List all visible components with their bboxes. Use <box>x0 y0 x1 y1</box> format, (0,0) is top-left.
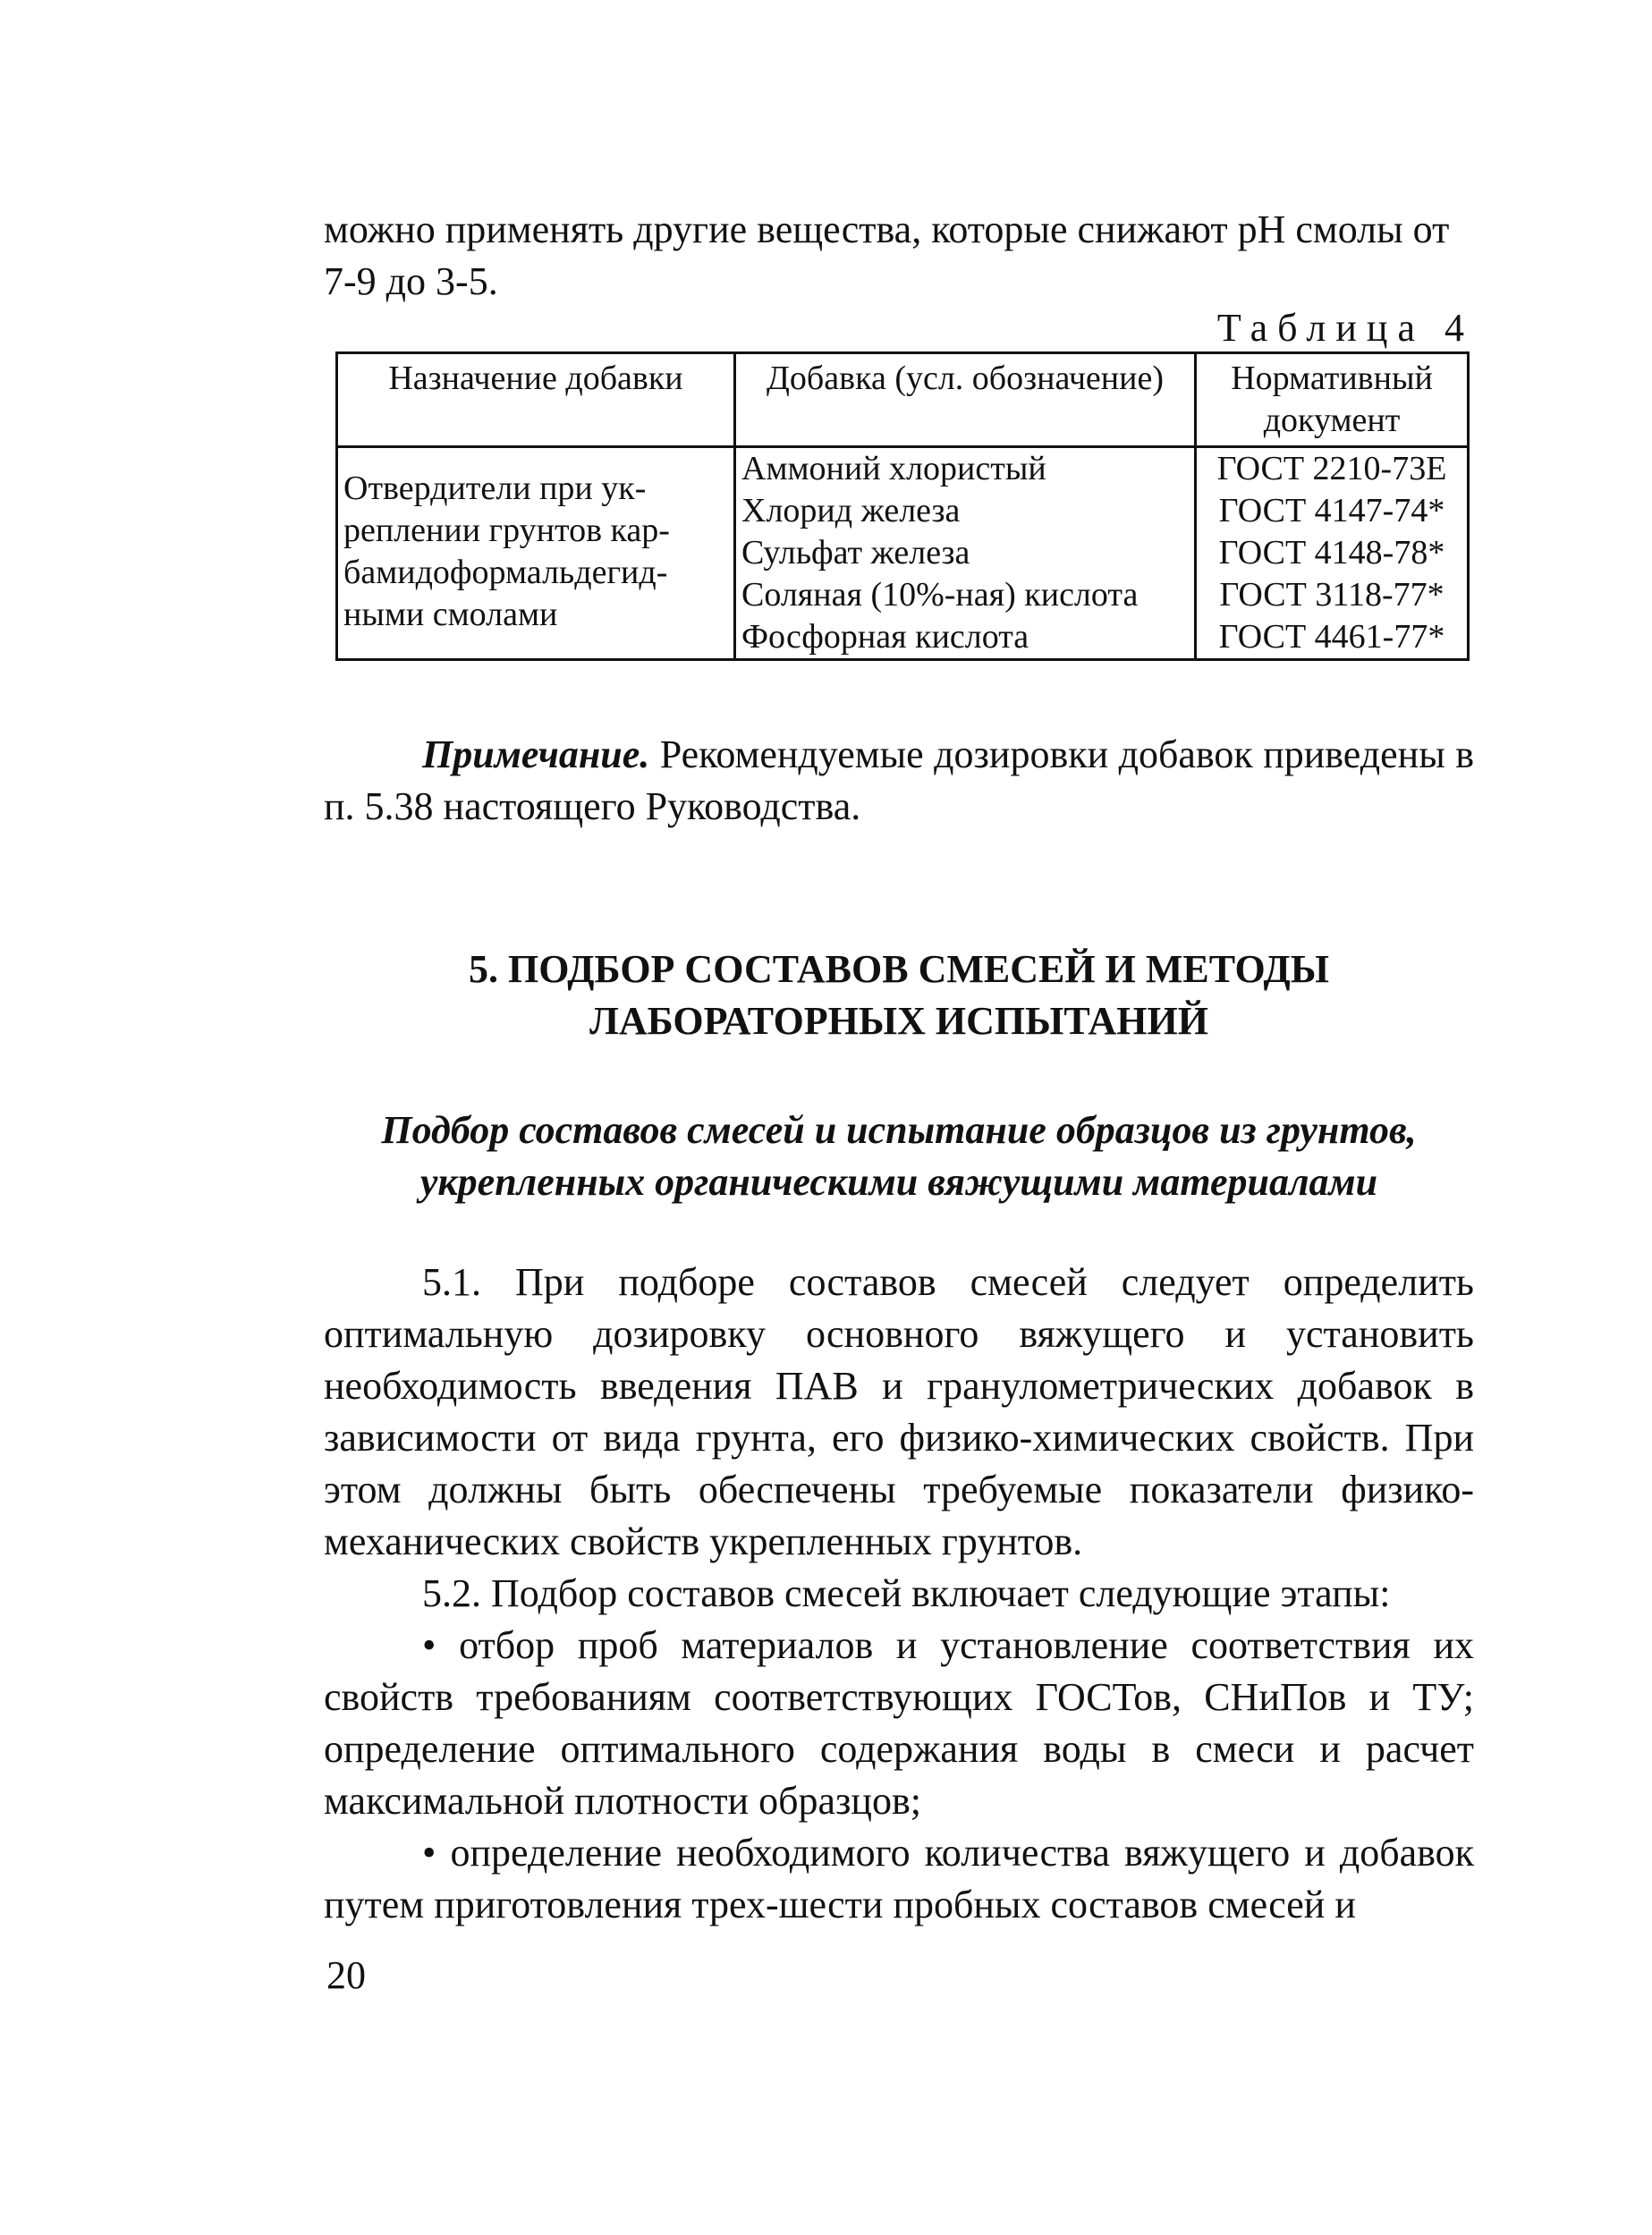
document-item: ГОСТ 4147-74* <box>1218 492 1445 529</box>
header-purpose: Назначение добавки <box>337 353 735 447</box>
additive-cell <box>735 447 1196 660</box>
document-cell <box>1196 447 1469 660</box>
section-title-line-1: 5. ПОДБОР СОСТАВОВ СМЕСЕЙ И МЕТОДЫ <box>469 947 1329 991</box>
table-caption: Таблица 4 <box>1216 306 1474 350</box>
note-text: Рекомендуемые дозировки добавок приведены в п. 5.38 настоящего Руководства. <box>324 732 1474 828</box>
additives-table <box>335 351 1470 661</box>
note-label: Примечание. <box>422 732 650 776</box>
document-item: ГОСТ 2210-73Е <box>1216 450 1447 487</box>
purpose-line: реплении грунтов кар- <box>343 512 670 549</box>
body-text <box>324 1257 1474 1931</box>
intro-line-2: 7-9 до 3-5. <box>324 259 498 303</box>
document-item: ГОСТ 4461-77* <box>1218 618 1445 656</box>
header-document: Нормативный документ <box>1196 353 1469 447</box>
intro-line-1: можно применять другие вещества, которые снижают pH смолы от <box>324 207 1450 251</box>
section-subtitle <box>324 1105 1474 1208</box>
header-additive: Добавка (усл. обозначение) <box>735 353 1196 447</box>
purpose-line: бамидоформальдегид- <box>343 554 668 591</box>
purpose-line: Отвердители при ук- <box>343 470 647 507</box>
section-title <box>324 944 1474 1047</box>
document-item: ГОСТ 3118-77* <box>1219 576 1444 614</box>
additive-item: Аммоний хлористый <box>741 450 1046 487</box>
purpose-line: ными смолами <box>343 596 558 633</box>
additive-item: Соляная (10%-ная) кислота <box>741 576 1139 614</box>
section-title-line-2: ЛАБОРАТОРНЫХ ИСПЫТАНИЙ <box>589 999 1208 1043</box>
additive-item: Сульфат железа <box>741 534 970 571</box>
table-note <box>324 729 1474 833</box>
additive-item: Хлорид железа <box>741 492 961 529</box>
bullet-item: • определение необходимого количества вяжущего и добавок путем приготовления трех-шести пробных составов смесей и <box>324 1831 1474 1926</box>
section-subtitle-line-2: укрепленных органическими вяжущими материалами <box>419 1160 1378 1204</box>
additive-item: Фосфорная кислота <box>741 618 1029 656</box>
page-number: 20 <box>326 1953 366 1997</box>
document-item: ГОСТ 4148-78* <box>1218 534 1445 571</box>
table-row <box>337 447 1469 660</box>
paragraph-5-2: 5.2. Подбор составов смесей включает следующие этапы: <box>422 1571 1391 1615</box>
table-header-row <box>337 353 1469 447</box>
section-subtitle-line-1: Подбор составов смесей и испытание образцов из грунтов, <box>381 1108 1417 1152</box>
purpose-cell <box>337 447 735 660</box>
bullet-item: • отбор проб материалов и установление соответствия их свойств требованиям соответствующих ГОСТов, СНиПов и ТУ; определение оптимального содержания воды в смеси и расчет максимальной плотности образцов; <box>324 1623 1474 1823</box>
intro-paragraph <box>324 204 1474 308</box>
paragraph-5-1: 5.1. При подборе составов смесей следует определить оптимальную дозировку основного вяжущего и установить необходимость введения ПАВ и гранулометрических добавок в зависимости от вида грунта, его физико-химических свойств. При этом должны быть обеспечены требуемые показатели физико-механических свойств укрепленных грунтов. <box>324 1260 1474 1563</box>
